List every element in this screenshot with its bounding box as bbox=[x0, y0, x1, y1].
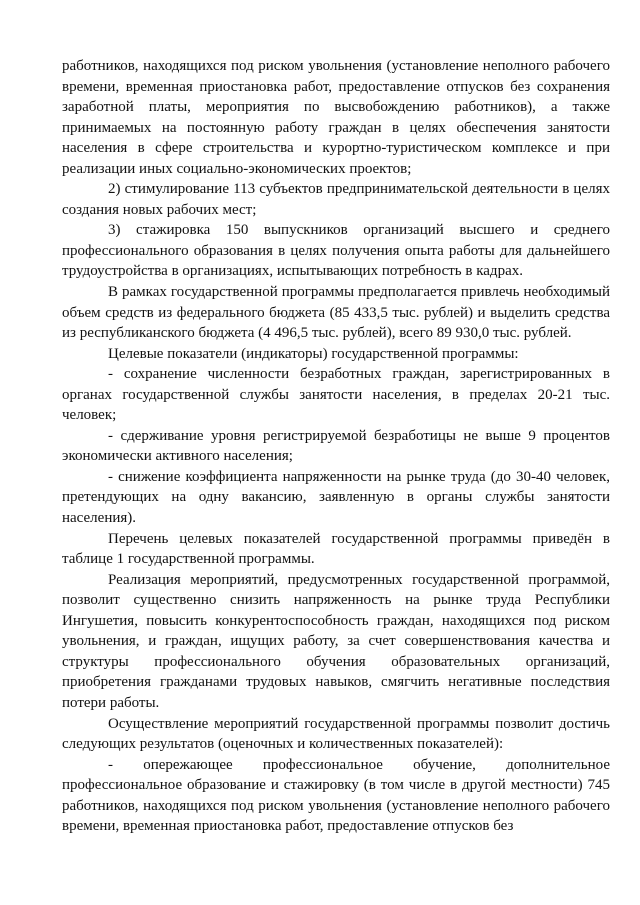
paragraph-3: 3) стажировка 150 выпускников организаций высшего и среднего профессионального образования в целях получения опыта работы для дальнейшего трудоустройства в организациях, испытывающих потребность в кадрах. bbox=[62, 222, 610, 280]
paragraph-10: Реализация мероприятий, предусмотренных государственной программой, позволит существенно снизить напряженность на рынке труда Республики Ингушетия, повысить конкурентоспособность граждан, находящихся под риском увольнения, и граждан, ищущих работу, за счет совершенствования качества и структуры профессионального обучения образовательных организаций, приобретения гражданами трудовых навыков, смягчить негативные последствия потери работы. bbox=[62, 571, 610, 711]
paragraph-11: Осуществление мероприятий государственной программы позволит достичь следующих результатов (оценочных и количественных показателей): bbox=[62, 715, 610, 753]
paragraph-7: - сдерживание уровня регистрируемой безработицы не выше 9 процентов экономически активного населения; bbox=[62, 427, 610, 465]
document-page bbox=[62, 56, 610, 837]
paragraph-12: - опережающее профессиональное обучение, дополнительное профессиональное образование и стажировку (в том числе в другой местности) 745 работников, находящихся под риском увольнения (установление неполного рабочего времени, временная приостановка работ, предоставление отпусков без bbox=[62, 756, 610, 835]
paragraph-5: Целевые показатели (индикаторы) государственной программы: bbox=[108, 345, 519, 362]
paragraph-9: Перечень целевых показателей государственной программы приведён в таблице 1 государственной программы. bbox=[62, 530, 610, 568]
paragraph-4: В рамках государственной программы предполагается привлечь необходимый объем средств из федерального бюджета (85 433,5 тыс. рублей) и выделить средства из республиканского бюджета (4 496,5 тыс. рублей), всего 89 930,0 тыс. рублей. bbox=[62, 284, 610, 342]
paragraph-2: 2) стимулирование 113 субъектов предпринимательской деятельности в целях создания новых рабочих мест; bbox=[62, 181, 610, 218]
paragraph-1: работников, находящихся под риском увольнения (установление неполного рабочего времени, временная приостановка работ, предоставление отпусков без сохранения заработной платы, мероприятия по высвобождению работников), а также принимаемых на постоянную работу граждан в целях обеспечения занятости населения в сфере строительства и курортно-туристическом комплексе и при реализации иных социально-экономических проектов; bbox=[62, 58, 610, 177]
paragraph-6: - сохранение численности безработных граждан, зарегистрированных в органах государственной службы занятости населения, в пределах 20-21 тыс. человек; bbox=[62, 366, 610, 424]
paragraph-8: - снижение коэффициента напряженности на рынке труда (до 30-40 человек, претендующих на одну вакансию, заявленную в органы службы занятости населения). bbox=[62, 468, 610, 527]
